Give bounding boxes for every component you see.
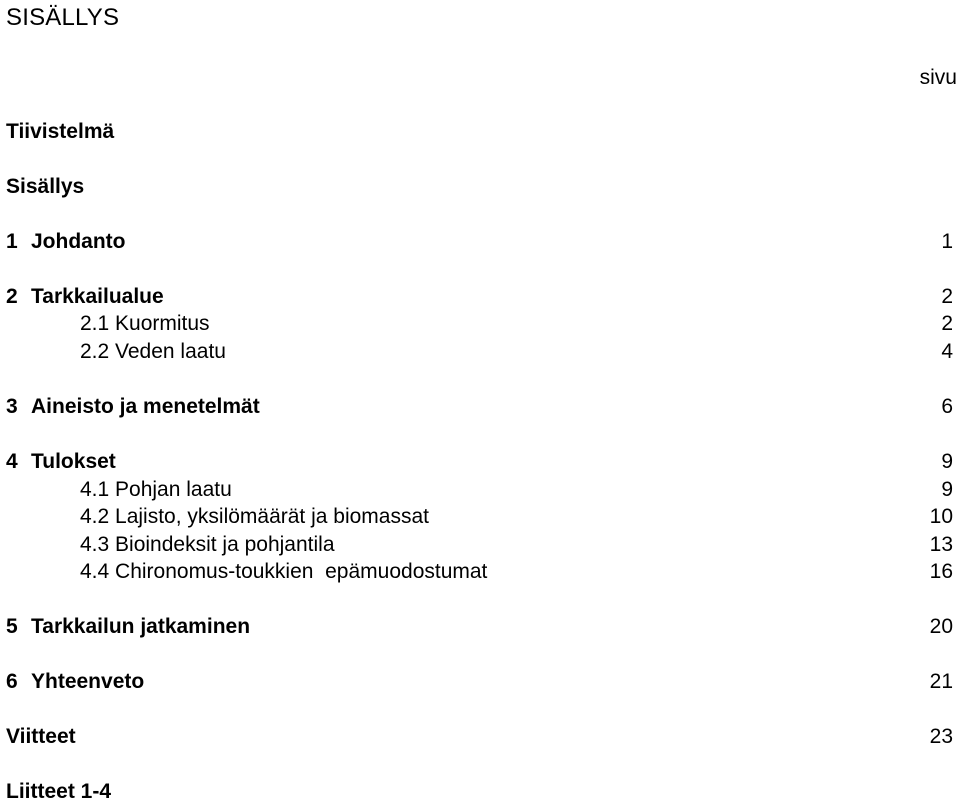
toc-entry-page: 2 [941,285,953,308]
toc-entry-label: 4.2 Lajisto, yksilömäärät ja biomassat [80,505,429,528]
toc-entry-tiivistelma [0,118,959,146]
toc-entry-label: 2.1 Kuormitus [80,312,210,335]
toc-entry-section-2-2 [0,338,959,366]
toc-entry-number: 1 [6,230,18,253]
page-column-header: sivu [919,66,957,89]
toc-entry-label: 4.1 Pohjan laatu [80,478,232,501]
toc-entry-label: Liitteet 1-4 [6,780,112,803]
toc-title: SISÄLLYS [6,4,120,31]
toc-entry-chapter-6 [0,668,959,696]
toc-entry-number: 6 [6,670,18,693]
toc-entry-page: 20 [929,615,953,638]
toc-entry-number: 2 [6,285,18,308]
toc-entry-sisallys [0,173,959,201]
toc-entry-label: Sisällys [6,175,85,198]
toc-entry-page: 10 [929,505,953,528]
toc-entry-label: Aineisto ja menetelmät [31,395,260,418]
toc-entry-viitteet [0,723,959,751]
toc-entry-page: 4 [941,340,953,363]
toc-entry-page: 9 [941,478,953,501]
toc-entry-page: 6 [941,395,953,418]
toc-entry-chapter-1 [0,228,959,256]
toc-entry-page: 2 [941,312,953,335]
toc-entry-label: Tulokset [31,450,116,473]
toc-entry-section-4-1 [0,476,959,504]
toc-entry-chapter-2 [0,283,959,311]
toc-entry-page: 1 [941,230,953,253]
toc-entry-page: 23 [929,725,953,748]
toc-entry-label: 4.3 Bioindeksit ja pohjantila [80,533,335,556]
toc-entry-chapter-4 [0,448,959,476]
toc-entry-number: 5 [6,615,18,638]
toc-entry-chapter-5 [0,613,959,641]
toc-entry-page: 9 [941,450,953,473]
toc-entry-page: 21 [929,670,953,693]
toc-entry-label: 4.4 Chironomus-toukkien epämuodostumat [80,560,488,583]
toc-entry-label: Yhteenveto [31,670,145,693]
toc-entry-label: Tarkkailualue [31,285,164,308]
toc-entry-section-4-4 [0,558,959,586]
toc-entry-page: 13 [929,533,953,556]
toc-entry-number: 3 [6,395,18,418]
toc-entry-section-4-3 [0,531,959,559]
toc-entry-label: Tarkkailun jatkaminen [31,615,251,638]
toc-entry-page: 16 [929,560,953,583]
toc-entry-section-4-2 [0,503,959,531]
toc-entry-label: 2.2 Veden laatu [80,340,226,363]
toc-entry-section-2-1 [0,310,959,338]
toc-entry-label: Viitteet [6,725,76,748]
toc-entry-label: Tiivistelmä [6,120,115,143]
toc-entry-number: 4 [6,450,18,473]
toc-entry-chapter-3 [0,393,959,421]
toc-entry-label: Johdanto [31,230,126,253]
